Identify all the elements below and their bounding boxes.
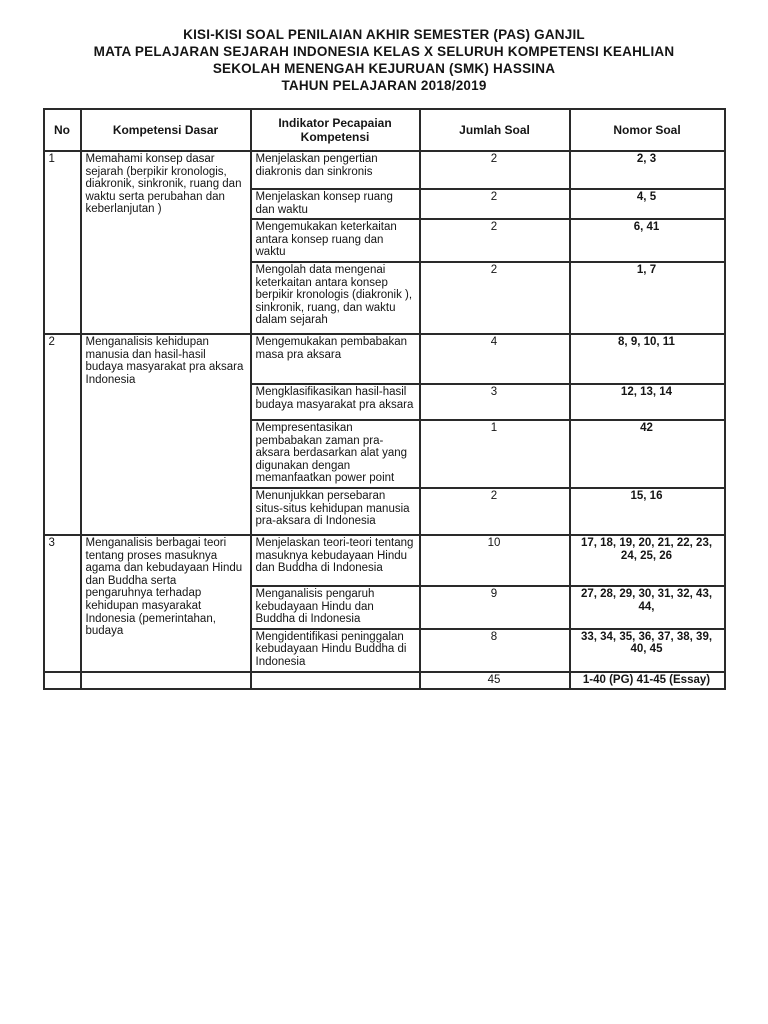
column-header-nomor-soal: Nomor Soal [570, 109, 725, 151]
total-nomor-soal-cell: 1-40 (PG) 41-45 (Essay) [570, 672, 725, 690]
kompetensi-dasar-cell: Menganalisis kehidupan manusia dan hasil-hasil budaya masyarakat pra aksara Indonesia [81, 334, 251, 535]
table-row [44, 151, 725, 189]
jumlah-soal-cell: 2 [420, 488, 570, 535]
column-header-no: No [44, 109, 81, 151]
jumlah-soal-cell: 4 [420, 334, 570, 384]
column-header-indikator: Indikator Pecapaian Kompetensi [251, 109, 420, 151]
indikator-cell: Menjelaskan pengertian diakronis dan sinkronis [251, 151, 420, 189]
total-kompetensi-dasar-cell [81, 672, 251, 690]
indikator-cell: Mengolah data mengenai keterkaitan antara konsep berpikir kronologis (diakronik ), sinkronik, ruang, dan waktu dalam sejarah [251, 262, 420, 334]
jumlah-soal-cell: 2 [420, 219, 570, 262]
indikator-cell: Menganalisis pengaruh kebudayaan Hindu dan Buddha di Indonesia [251, 586, 420, 629]
nomor-soal-cell: 42 [570, 420, 725, 488]
jumlah-soal-cell: 8 [420, 629, 570, 672]
total-jumlah-soal-cell: 45 [420, 672, 570, 690]
total-indikator-cell [251, 672, 420, 690]
title-block [0, 26, 768, 94]
table-header-row [44, 109, 725, 151]
no-cell: 3 [44, 535, 81, 672]
total-row [44, 672, 725, 690]
title-line-3: SEKOLAH MENENGAH KEJURUAN (SMK) HASSINA [212, 61, 556, 76]
jumlah-soal-cell: 9 [420, 586, 570, 629]
kompetensi-dasar-cell: Menganalisis berbagai teori tentang proses masuknya agama dan kebudayaan Hindu dan Buddha serta pengaruhnya terhadap kehidupan masyarakat Indonesia (pemerintahan, budaya [81, 535, 251, 672]
title-line-4: TAHUN PELAJARAN 2018/2019 [281, 78, 487, 93]
indikator-cell: Mempresentasikan pembabakan zaman pra-aksara berdasarkan alat yang digunakan dengan memanfaatkan power point [251, 420, 420, 488]
indikator-cell: Menjelaskan konsep ruang dan waktu [251, 189, 420, 219]
table-row [44, 535, 725, 586]
kompetensi-dasar-cell: Memahami konsep dasar sejarah (berpikir kronologis, diakronik, sinkronik, ruang dan waktu serta perubahan dan keberlanjutan ) [81, 151, 251, 334]
jumlah-soal-cell: 2 [420, 262, 570, 334]
nomor-soal-cell: 27, 28, 29, 30, 31, 32, 43, 44, [570, 586, 725, 629]
indikator-cell: Menjelaskan teori-teori tentang masuknya kebudayaan Hindu dan Buddha di Indonesia [251, 535, 420, 586]
no-cell: 1 [44, 151, 81, 334]
indikator-cell: Mengidentifikasi peninggalan kebudayaan Hindu Buddha di Indonesia [251, 629, 420, 672]
nomor-soal-cell: 6, 41 [570, 219, 725, 262]
column-header-kompetensi-dasar: Kompetensi Dasar [81, 109, 251, 151]
nomor-soal-cell: 4, 5 [570, 189, 725, 219]
title-line-2: MATA PELAJARAN SEJARAH INDONESIA KELAS X SELURUH KOMPETENSI KEAHLIAN [93, 44, 675, 59]
nomor-soal-cell: 12, 13, 14 [570, 384, 725, 420]
column-header-jumlah-soal: Jumlah Soal [420, 109, 570, 151]
indikator-cell: Menunjukkan persebaran situs-situs kehidupan manusia pra-aksara di Indonesia [251, 488, 420, 535]
table-row [44, 334, 725, 384]
indikator-cell: Mengemukakan pembabakan masa pra aksara [251, 334, 420, 384]
jumlah-soal-cell: 2 [420, 189, 570, 219]
title-line-1: KISI-KISI SOAL PENILAIAN AKHIR SEMESTER (PAS) GANJIL [183, 27, 585, 42]
jumlah-soal-cell: 1 [420, 420, 570, 488]
jumlah-soal-cell: 2 [420, 151, 570, 189]
kisi-kisi-table [43, 108, 726, 690]
total-no-cell [44, 672, 81, 690]
jumlah-soal-cell: 3 [420, 384, 570, 420]
nomor-soal-cell: 15, 16 [570, 488, 725, 535]
nomor-soal-cell: 8, 9, 10, 11 [570, 334, 725, 384]
nomor-soal-cell: 1, 7 [570, 262, 725, 334]
indikator-cell: Mengemukakan keterkaitan antara konsep ruang dan waktu [251, 219, 420, 262]
no-cell: 2 [44, 334, 81, 535]
nomor-soal-cell: 17, 18, 19, 20, 21, 22, 23, 24, 25, 26 [570, 535, 725, 586]
jumlah-soal-cell: 10 [420, 535, 570, 586]
indikator-cell: Mengklasifikasikan hasil-hasil budaya masyarakat pra aksara [251, 384, 420, 420]
nomor-soal-cell: 2, 3 [570, 151, 725, 189]
nomor-soal-cell: 33, 34, 35, 36, 37, 38, 39, 40, 45 [570, 629, 725, 672]
